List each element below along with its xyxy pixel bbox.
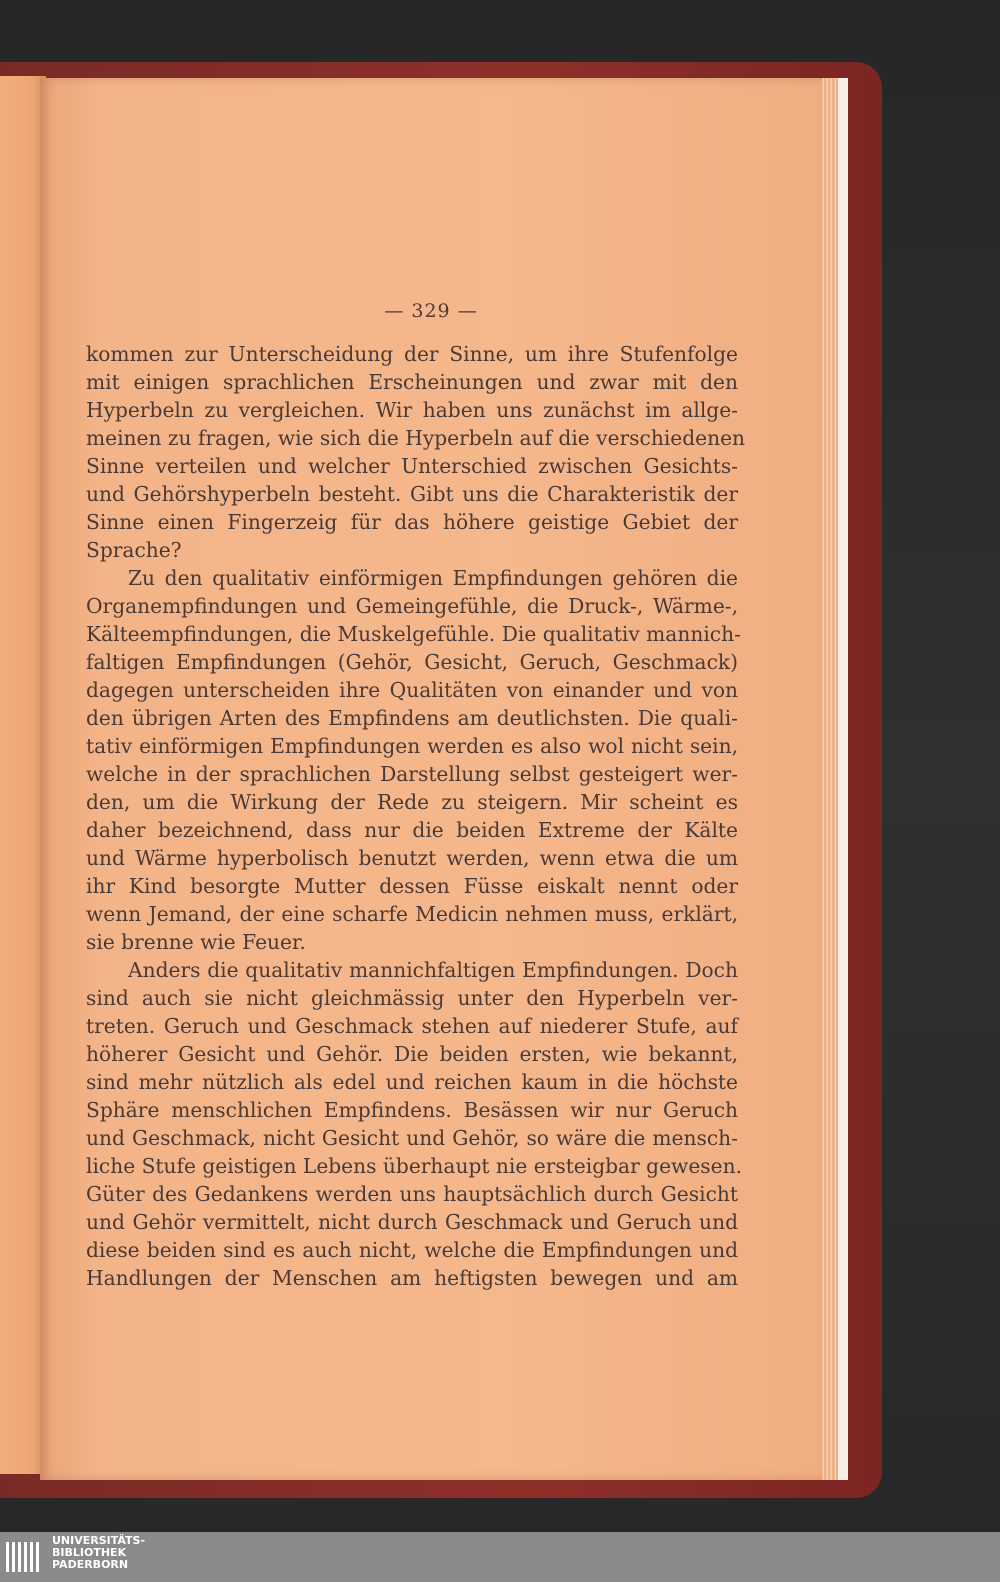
text-line: Sinne einen Fingerzeig für das höhere geistige Gebiet der [86, 510, 738, 534]
text-line: den übrigen Arten des Empfindens am deutlichsten. Die quali- [86, 706, 738, 730]
text-line: sie brenne wie Feuer. [86, 930, 306, 954]
text-line: dagegen unterscheiden ihre Qualitäten von einander und von [86, 678, 738, 702]
text-line: meinen zu fragen, wie sich die Hyperbeln auf die verschiedenen [86, 426, 746, 450]
text-line: Hyperbeln zu vergleichen. Wir haben uns zunächst im allge- [86, 398, 738, 422]
text-line: Kälteempfindungen, die Muskelgefühle. Die qualitativ mannich- [86, 622, 741, 646]
text-line: und Gehörshyperbeln besteht. Gibt uns die Charakteristik der [86, 482, 738, 506]
text-line: Sphäre menschlichen Empfindens. Besässen wir nur Geruch [86, 1098, 738, 1122]
text-line: und Geschmack, nicht Gesicht und Gehör, so wäre die mensch- [86, 1126, 738, 1150]
text-line: kommen zur Unterscheidung der Sinne, um ihre Stufenfolge [86, 342, 738, 366]
page-body-text [86, 340, 746, 1292]
text-line: sind auch sie nicht gleichmässig unter den Hyperbeln ver- [86, 986, 738, 1010]
text-line: den, um die Wirkung der Rede zu steigern. Mir scheint es [86, 790, 738, 814]
book-page [40, 78, 822, 1480]
library-logo-text [52, 1535, 145, 1571]
text-line: und Gehör vermittelt, nicht durch Geschmack und Geruch und [86, 1210, 738, 1234]
text-line: höherer Gesicht und Gehör. Die beiden ersten, wie bekannt, [86, 1042, 738, 1066]
text-line: sind mehr nützlich als edel und reichen kaum in die höchste [86, 1070, 738, 1094]
logo-line: PADERBORN [52, 1558, 129, 1571]
text-line: und Wärme hyperbolisch benutzt werden, wenn etwa die um [86, 846, 738, 870]
library-logo-icon [4, 1536, 44, 1576]
text-line: Güter des Gedankens werden uns hauptsächlich durch Gesicht [86, 1182, 738, 1206]
text-line: Sinne verteilen und welcher Unterschied zwischen Gesichts- [86, 454, 738, 478]
text-line: liche Stufe geistigen Lebens überhaupt nie ersteigbar gewesen. [86, 1154, 742, 1178]
text-line: Sprache? [86, 538, 182, 562]
text-line: wenn Jemand, der eine scharfe Medicin nehmen muss, erklärt, [86, 902, 738, 926]
footer-bar [0, 1532, 1000, 1582]
text-line: welche in der sprachlichen Darstellung selbst gesteigert wer- [86, 762, 738, 786]
text-line: mit einigen sprachlichen Erscheinungen und zwar mit den [86, 370, 738, 394]
text-line: treten. Geruch und Geschmack stehen auf niederer Stufe, auf [86, 1014, 738, 1038]
page-number-header: — 329 — [384, 300, 478, 322]
logo-line: UNIVERSITÄTS- [52, 1534, 146, 1547]
logo-line: BIBLIOTHEK [52, 1546, 127, 1559]
text-line: Anders die qualitativ mannichfaltigen Empfindungen. Doch [128, 958, 738, 982]
text-line: tativ einförmigen Empfindungen werden es also wol nicht sein, [86, 734, 738, 758]
text-line: faltigen Empfindungen (Gehör, Gesicht, Geruch, Geschmack) [86, 650, 738, 674]
text-line: ihr Kind besorgte Mutter dessen Füsse eiskalt nennt oder [86, 874, 738, 898]
text-line: daher bezeichnend, dass nur die beiden Extreme der Kälte [86, 818, 738, 842]
text-line: Zu den qualitativ einförmigen Empfindungen gehören die [128, 566, 738, 590]
text-line: Organempfindungen und Gemeingefühle, die Druck-, Wärme-, [86, 594, 738, 618]
text-line: Handlungen der Menschen am heftigsten bewegen und am [86, 1266, 738, 1290]
text-line: diese beiden sind es auch nicht, welche die Empfindungen und [86, 1238, 738, 1262]
